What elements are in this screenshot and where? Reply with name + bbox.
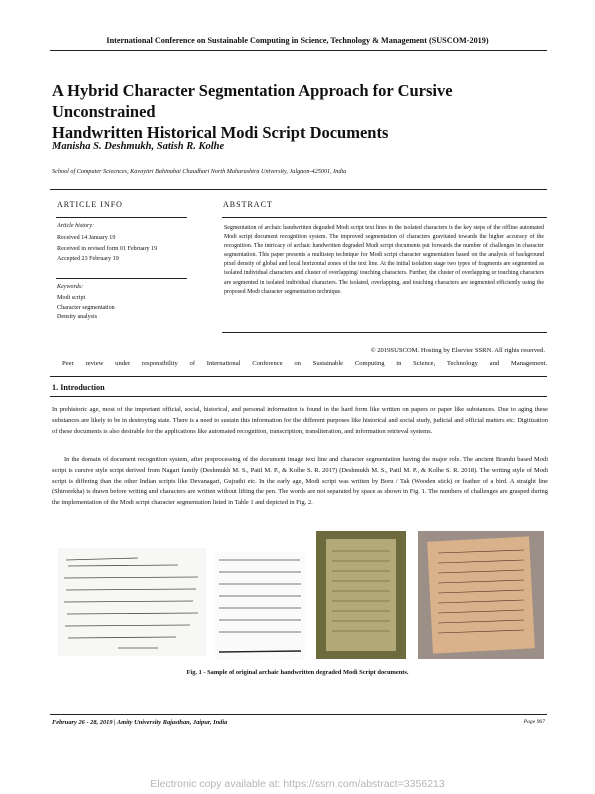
conference-header: International Conference on Sustainable Computing in Science, Technology & Management (SUSCOM-2019) bbox=[106, 36, 489, 45]
abstract-heading: ABSTRACT bbox=[223, 200, 273, 209]
article-info-rule-2 bbox=[56, 278, 187, 279]
peer-review-notice: Peer review under responsibility of International Conference on Sustainable Computing in Science, Technology and Management. bbox=[62, 360, 547, 367]
received-date: Received 14 January 19 bbox=[57, 235, 116, 241]
intro-paragraph-1: In prehistoric age, most of the important official, social, historical, and personal information is found in the hard form like written on papers or paper like substances. Due to aging these substances are likely to be in destroying state. There is a need to sustain this information for the different purposes like historical and social study, judicial and official matters etc. Digitization of these documents is also desirable for the applications like automated recognition, transcription, transliteration, and information retrieval systems. bbox=[52, 406, 548, 435]
info-top-rule bbox=[50, 189, 547, 190]
title-line-2: Handwritten Historical Modi Script Documents bbox=[52, 123, 389, 142]
header-rule bbox=[50, 50, 547, 51]
paper-title bbox=[52, 80, 552, 143]
accepted-date: Accepted 23 February 19 bbox=[57, 256, 119, 263]
intro-heading-rule bbox=[50, 396, 547, 397]
title-line-1: A Hybrid Character Segmentation Approach for Cursive Unconstrained bbox=[52, 81, 453, 121]
article-history bbox=[57, 234, 157, 265]
copyright-notice: © 2019SUSCOM. Hosting by Elsevier SSRN. All rights reserved. bbox=[370, 347, 545, 354]
article-info-rule-1 bbox=[56, 217, 187, 218]
abstract-bottom-rule bbox=[222, 332, 547, 333]
intro-paragraph-2: In the domain of document recognition system, after preprocessing of the document image text line and character segmentation having the major role. The ancient Bramhi based Modi script is cursive style script derived from Nagari family (Deshmukh M. S., Patil M. P., & Kolhe S. R. 2017) (Deshmukh M. S., Patil M. P., & Kolhe S. R. 2018). The writing style of Modi script is differing than the other Indian scripts like Devanagari, Gujrathi etc. In the early age, Modi script was written by Boru / Tak (Wooden stick) or feather of a bird. A straight line (Shirorekha) is drawn before writing and characters are written without lifting the pen. The words are not separated by space as shown in Fig. 1. The numbers of challenges are grasped during the implementation of the Modi script character segmentation listed in Table 1 and depicted in Fig. 2. bbox=[52, 456, 548, 507]
ssrn-watermark[interactable]: Electronic copy available at: https://ssrn.com/abstract=3356213 bbox=[150, 778, 445, 790]
article-history-label: Article history: bbox=[57, 223, 95, 229]
keyword: Character segmentation bbox=[57, 304, 115, 311]
footer-page-number: Page 967 bbox=[523, 719, 545, 725]
introduction-heading: 1. Introduction bbox=[52, 383, 105, 392]
footer-conference-info: February 26 - 28, 2019 | Amity University Rajasthan, Jaipur, India bbox=[52, 719, 228, 726]
abstract-rule bbox=[222, 217, 547, 218]
keywords-list bbox=[57, 294, 115, 323]
intro-top-rule bbox=[50, 376, 547, 377]
keyword: Density analysis bbox=[57, 314, 98, 321]
keyword: Modi script bbox=[57, 295, 86, 301]
revised-date: Received in revised form 01 February 19 bbox=[57, 245, 158, 252]
paper-authors: Manisha S. Deshmukh, Satish R. Kolhe bbox=[52, 141, 225, 152]
figure-caption: Fig. 1 - Sample of original archaic handwritten degraded Modi Script documents. bbox=[186, 669, 409, 676]
figure-image-2 bbox=[215, 552, 305, 660]
article-info-heading: ARTICLE INFO bbox=[57, 200, 123, 209]
abstract-text: Segmentation of archaic handwritten degraded Modi script text lines in the isolated characters is the key steps of the offline automated Modi script document recognition system. The improved segmentation of characters gravitated towards the higher accuracy of the recognition. The intricacy of archaic handwritten degraded Modi script documents put forwards the number of challenges in character segmentation. This paper presents a multistep technique for Modi script character segmentation based on the analysis of background pixel density of global and local horizontal zones of the text line. At the initial isolation stage two types of fragments are segmented as isolated individual characters and cluster of overlapping/ touching characters. Further, the cluster of overlapping or touching characters are segmented in isolated individual characters. The isolated, overlapping, and touching characters are segmented efficiently using the proposed Modi character segmentation technique. bbox=[224, 225, 544, 295]
footer-rule bbox=[50, 714, 547, 715]
figure-image-1 bbox=[58, 548, 206, 656]
keywords-label: Keywords: bbox=[57, 284, 84, 290]
figure-image-4 bbox=[418, 531, 544, 659]
paper-affiliation: School of Computer Sciecnces, Kavayitri Bahinabai Chaudhari North Maharashtra University, Jalgaon-425001, India bbox=[52, 168, 347, 175]
figure-image-3 bbox=[316, 531, 406, 659]
